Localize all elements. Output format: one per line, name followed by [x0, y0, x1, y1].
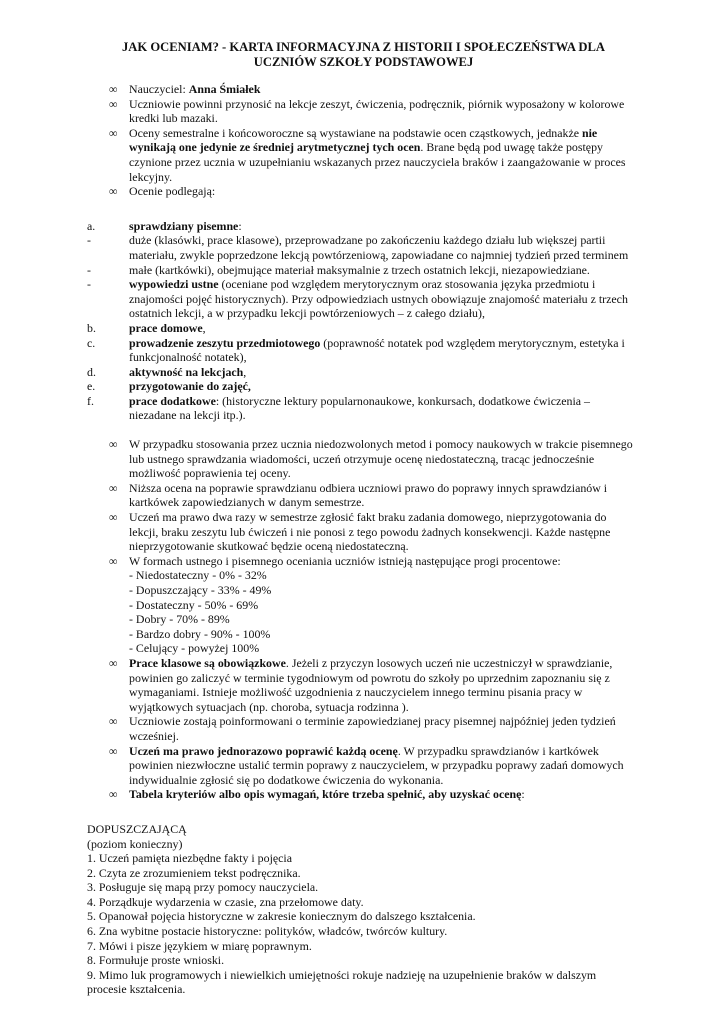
rule-correction: ∞ Uczeń ma prawo jednorazowo poprawić każdą ocenę. W przypadku sprawdzianów i kartkówek powinien niezwłoczne ustalić termin poprawy z nauczycielem, w przypadku poprawy zadań domowych indywidualnie zgłosić się po dodatkowe ćwiczenia do wykonania.: [109, 743, 624, 787]
threshold-item: - Dopuszczający - 33% - 49%: [129, 583, 272, 597]
infinity-bullet-icon: ∞: [109, 125, 118, 140]
assessed-item-d: d. aktywność na lekcjach,: [87, 364, 247, 379]
requirement-item: 1. Uczeń pamięta niezbędne fakty i pojęcia: [87, 851, 293, 866]
requirements-heading: DOPUSZCZAJĄCĄ: [87, 821, 187, 836]
infinity-bullet-icon: ∞: [109, 655, 118, 670]
teacher-name: Anna Śmiałek: [188, 82, 261, 96]
threshold-item: - Dobry - 70% - 89%: [129, 612, 230, 627]
infinity-bullet-icon: ∞: [109, 510, 118, 525]
assessed-item-f: f. prace dodatkowe: (historyczne lektury popularnonaukowe, konkursach, dodatkowe ćwiczenia – niezadane na lekcji itp.).: [87, 393, 590, 423]
infinity-bullet-icon: ∞: [109, 96, 118, 111]
requirements-subheading: (poziom konieczny): [87, 836, 183, 851]
infinity-bullet-icon: ∞: [109, 787, 118, 802]
requirement-item: 3. Posługuje się mapą przy pomocy nauczyciela.: [87, 880, 319, 895]
threshold-item: - Celujący - powyżej 100%: [129, 641, 260, 656]
rule-lower-grade: ∞ Niższa ocena na poprawie sprawdzianu odbiera uczniowi prawo do poprawy innych sprawdzianów i kartkówek zapowiedzianych w danym semestrze.: [109, 480, 608, 510]
infinity-bullet-icon: ∞: [109, 480, 118, 495]
title-line-1: JAK OCENIAM? - KARTA INFORMACYJNA Z HISTORII I SPOŁECZEŃSTWA DLA: [122, 40, 605, 54]
infinity-bullet-icon: ∞: [109, 743, 118, 758]
requirement-item: 2. Czyta ze zrozumieniem tekst podręcznika.: [87, 865, 301, 880]
page-title: [87, 40, 634, 70]
assessed-item-large-tests: - duże (klasówki, prace klasowe), przeprowadzane po zakończeniu każdego działu lub większej partii materiału, zwykle poprzedzone lekcją powtórzeniową, zapowiadane co najmniej tydzień przed terminem: [87, 233, 629, 262]
rule-announcement: ∞ Uczniowie zostają poinformowani o terminie zapowiedzianej pracy pisemnej najpóźniej jeden tydzień wcześniej.: [109, 714, 616, 743]
requirement-item: 9. Mimo luk programowych i niewielkich umiejętności rokuje nadzieję na uzupełnienie braków w dalszym procesie kształcenia.: [87, 967, 597, 997]
rule-cheating: ∞ W przypadku stosowania przez ucznia niedozwolonych metod i pomocy naukowych w trakcie pisemnego lub ustnego sprawdzania wiadomości, uczeń otrzymuje ocenę niedostateczną, tracąc jednocześnie możliwość poprawienia tej oceny.: [109, 437, 633, 481]
title-line-2: UCZNIÓW SZKOŁY PODSTAWOWEJ: [253, 55, 474, 69]
rule-unprepared: ∞ Uczeń ma prawo dwa razy w semestrze zgłosić fakt braku zadania domowego, nieprzygotowania do lekcji, braku zeszytu lub ćwiczeń i nie ponosi z tego powodu żadnych konsekwencji. Każde następne nieprzygotowanie skutkować będzie oceną niedostateczną.: [109, 510, 611, 554]
requirement-item: 4. Porządkuje wydarzenia w czasie, zna przełomowe daty.: [87, 894, 364, 909]
requirement-item: 7. Mówi i pisze językiem w miarę poprawnym.: [87, 938, 312, 953]
threshold-item: - Dostateczny - 50% - 69%: [129, 597, 259, 612]
requirement-item: 6. Zna wybitne postacie historyczne: polityków, władców, twórców kultury.: [87, 924, 448, 939]
infinity-bullet-icon: ∞: [109, 714, 118, 729]
rule-thresholds: ∞ W formach ustnego i pisemnego oceniania uczniów istnieją następujące progi procentowe: - Niedostateczny - 0% - 32% - Dopuszczający - 33% - 49% - Dostateczny - 50% - 69% - Dobry - 70% - 89% - Bardzo dobry - 90% - 100% - Celujący - powyżej 100%: [87, 554, 634, 656]
intro-grades: ∞ Oceny semestralne i końcoworoczne są wystawiane na podstawie ocen cząstkowych, jednakże nie wynikają one jedynie ze średniej arytmetycznej tych ocen. Brane będą pod uwagę także postępy czynione przez ucznia w uzupełnianiu wskazanych przez nauczyciela braków i zaangażowanie w proces lekcyjny.: [109, 125, 626, 184]
assessed-item-c: c. prowadzenie zeszytu przedmiotowego (poprawność notatek pod względem merytorycznym, estetyka i funkcjonalność notatek),: [87, 335, 625, 365]
infinity-bullet-icon: ∞: [109, 82, 118, 96]
requirement-item: 5. Opanował pojęcia historyczne w zakresie koniecznym do dalszego kształcenia.: [87, 909, 476, 924]
rule-mandatory-tests: ∞ Prace klasowe są obowiązkowe. Jeżeli z przyczyn losowych uczeń nie uczestniczył w sprawdzianie, powinien go zaliczyć w terminie tygodniowym od powrotu do szkoły po uprzednim zapoznaniu się z wymaganiami. Istnieje możliwość uzgodnienia z nauczycielem innego terminu pisania pracy w wyjątkowych sytuacjach (np. choroba, sytuacja rodzinna ).: [109, 655, 613, 714]
infinity-bullet-icon: ∞: [109, 437, 118, 452]
assessed-item-a: a. sprawdziany pisemne:: [87, 218, 242, 233]
assessed-item-b: b. prace domowe,: [87, 320, 206, 335]
assessed-item-small-tests: - małe (kartkówki), obejmujące materiał maksymalnie z trzech ostatnich lekcji, niezapowiedziane.: [87, 262, 590, 277]
infinity-bullet-icon: ∞: [109, 184, 118, 199]
requirement-item: 8. Formułuje proste wnioski.: [87, 953, 225, 968]
threshold-item: - Niedostateczny - 0% - 32%: [129, 568, 267, 583]
intro-supplies: ∞ Uczniowie powinni przynosić na lekcje zeszyt, ćwiczenia, podręcznik, piórnik wyposażony w kolorowe kredki lub mazaki.: [109, 96, 625, 126]
rule-criteria-table: ∞ Tabela kryteriów albo opis wymagań, które trzeba spełnić, aby uzyskać ocenę:: [109, 787, 525, 802]
intro-teacher: ∞ Nauczyciel: Anna Śmiałek: [109, 82, 261, 96]
assessed-item-oral: - wypowiedzi ustne (oceniane pod względem merytorycznym oraz stosowania języka przedmiotu i znajomości pojęć historycznych). Przy odpowiedziach ustnych obowiązuje znajomość materiału z trzech ostatnich lekcji, a w przypadku lekcji powtórzeniowych – z całego działu),: [87, 277, 628, 321]
assessed-item-e: e. przygotowanie do zajęć,: [87, 379, 251, 394]
intro-assessed: ∞ Ocenie podlegają:: [109, 184, 216, 199]
infinity-bullet-icon: ∞: [109, 553, 118, 568]
threshold-item: - Bardzo dobry - 90% - 100%: [129, 626, 271, 641]
